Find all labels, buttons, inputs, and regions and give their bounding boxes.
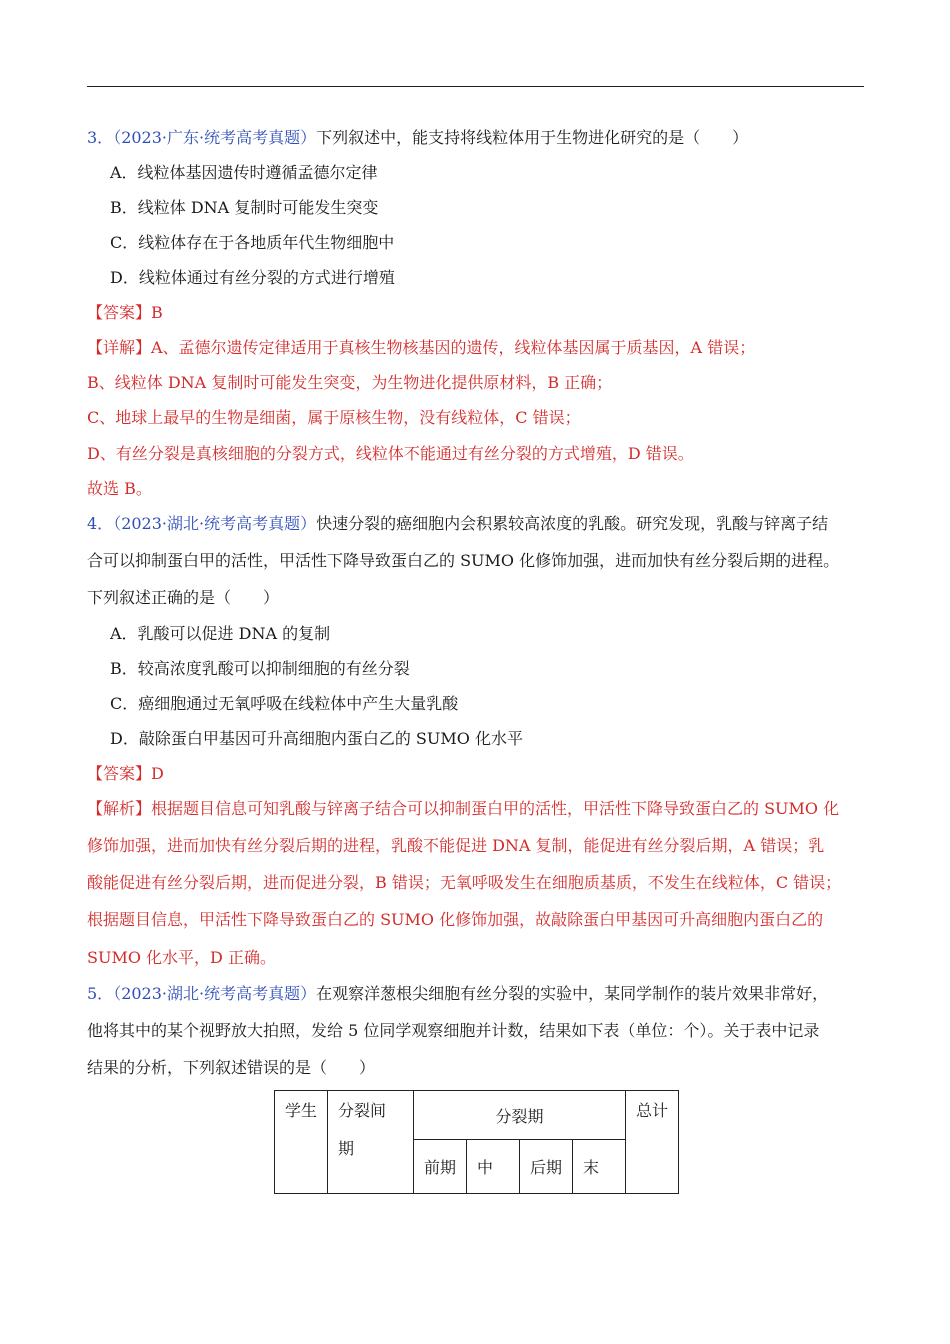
table-header-cell — [414, 1091, 626, 1140]
option-c: C．癌细胞通过无氧呼吸在线粒体中产生大量乳酸 — [110, 694, 459, 713]
question-text: 结果的分析，下列叙述错误的是（ ） — [87, 1058, 376, 1077]
table-subheader-cell: 后期 — [520, 1140, 573, 1194]
table-header-text: 分裂期 — [495, 1106, 544, 1126]
option-b: B．较高浓度乳酸可以抑制细胞的有丝分裂 — [110, 659, 410, 678]
question-text: 他将其中的某个视野放大拍照，发给 5 位同学观察细胞并计数，结果如下表（单位：个）。关于表中记录 — [87, 1021, 820, 1040]
option-d: D．线粒体通过有丝分裂的方式进行增殖 — [110, 268, 395, 287]
explanation-line: 【解析】根据题目信息可知乳酸与锌离子结合可以抑制蛋白甲的活性，甲活性下降导致蛋白乙的 SUMO 化 — [87, 799, 840, 818]
question-source: （2023·湖北·统考高考真题） — [113, 514, 317, 533]
table-header-text: 分裂间 — [338, 1101, 387, 1120]
explanation-line: 根据题目信息，甲活性下降导致蛋白乙的 SUMO 化修饰加强，故敲除蛋白甲基因可升高细胞内蛋白乙的 — [87, 910, 824, 929]
option-b: B．线粒体 DNA 复制时可能发生突变 — [110, 198, 379, 217]
option-d: D．敲除蛋白甲基因可升高细胞内蛋白乙的 SUMO 化水平 — [110, 729, 523, 748]
question-source: （2023·湖北·统考高考真题） — [113, 984, 317, 1003]
answer: 【答案】B — [87, 303, 163, 322]
question-5-stem — [87, 984, 828, 1004]
question-number: 5． — [87, 984, 114, 1003]
question-text: 合可以抑制蛋白甲的活性，甲活性下降导致蛋白乙的 SUMO 化修饰加强，进而加快有丝分裂后期的进程。 — [87, 551, 840, 570]
header-rule — [87, 86, 864, 87]
question-4-stem — [87, 514, 828, 534]
table-header-cell: 总计 — [626, 1091, 679, 1194]
question-text: 下列叙述正确的是（ ） — [87, 588, 280, 607]
answer: 【答案】D — [87, 764, 164, 783]
table-subheader-cell: 中 — [467, 1140, 520, 1194]
question-3-stem — [87, 128, 748, 148]
question-number: 4． — [87, 514, 114, 533]
explanation-line: C、地球上最早的生物是细菌，属于原核生物，没有线粒体，C 错误； — [87, 408, 581, 427]
option-a: A．乳酸可以促进 DNA 的复制 — [110, 624, 331, 643]
explanation-line: 修饰加强，进而加快有丝分裂后期的进程，乳酸不能促进 DNA 复制，能促进有丝分裂后期，A 错误；乳 — [87, 836, 825, 855]
explanation-line: 【详解】A、孟德尔遗传定律适用于真核生物核基因的遗传，线粒体基因属于质基因，A 错误； — [87, 338, 756, 357]
question-source: （2023·广东·统考高考真题） — [113, 128, 317, 147]
explanation-line: 酸能促进有丝分裂后期，进而促进分裂，B 错误；无氧呼吸发生在细胞质基质，不发生在线粒体，C 错误； — [87, 873, 842, 892]
table-header-cell: 学生 — [275, 1091, 328, 1194]
explanation-line: SUMO 化水平，D 正确。 — [87, 948, 276, 967]
question-number: 3． — [87, 128, 114, 147]
table-header-text: 期 — [338, 1139, 355, 1158]
table-subheader-cell: 末 — [573, 1140, 626, 1194]
question-text: 在观察洋葱根尖细胞有丝分裂的实验中，某同学制作的装片效果非常好， — [316, 984, 829, 1003]
table-header-cell — [328, 1091, 414, 1194]
cell-count-table — [274, 1090, 679, 1194]
question-text: 快速分裂的癌细胞内会积累较高浓度的乳酸。研究发现，乳酸与锌离子结 — [316, 514, 829, 533]
explanation-line: D、有丝分裂是真核细胞的分裂方式，线粒体不能通过有丝分裂的方式增殖，D 错误。 — [87, 444, 694, 463]
option-a: A．线粒体基因遗传时遵循孟德尔定律 — [110, 163, 378, 182]
option-c: C．线粒体存在于各地质年代生物细胞中 — [110, 233, 395, 252]
question-text: 下列叙述中，能支持将线粒体用于生物进化研究的是（ ） — [316, 128, 749, 147]
table-subheader-cell: 前期 — [414, 1140, 467, 1194]
explanation-line: 故选 B。 — [87, 479, 152, 498]
explanation-line: B、线粒体 DNA 复制时可能发生突变，为生物进化提供原材料，B 正确； — [87, 373, 613, 392]
